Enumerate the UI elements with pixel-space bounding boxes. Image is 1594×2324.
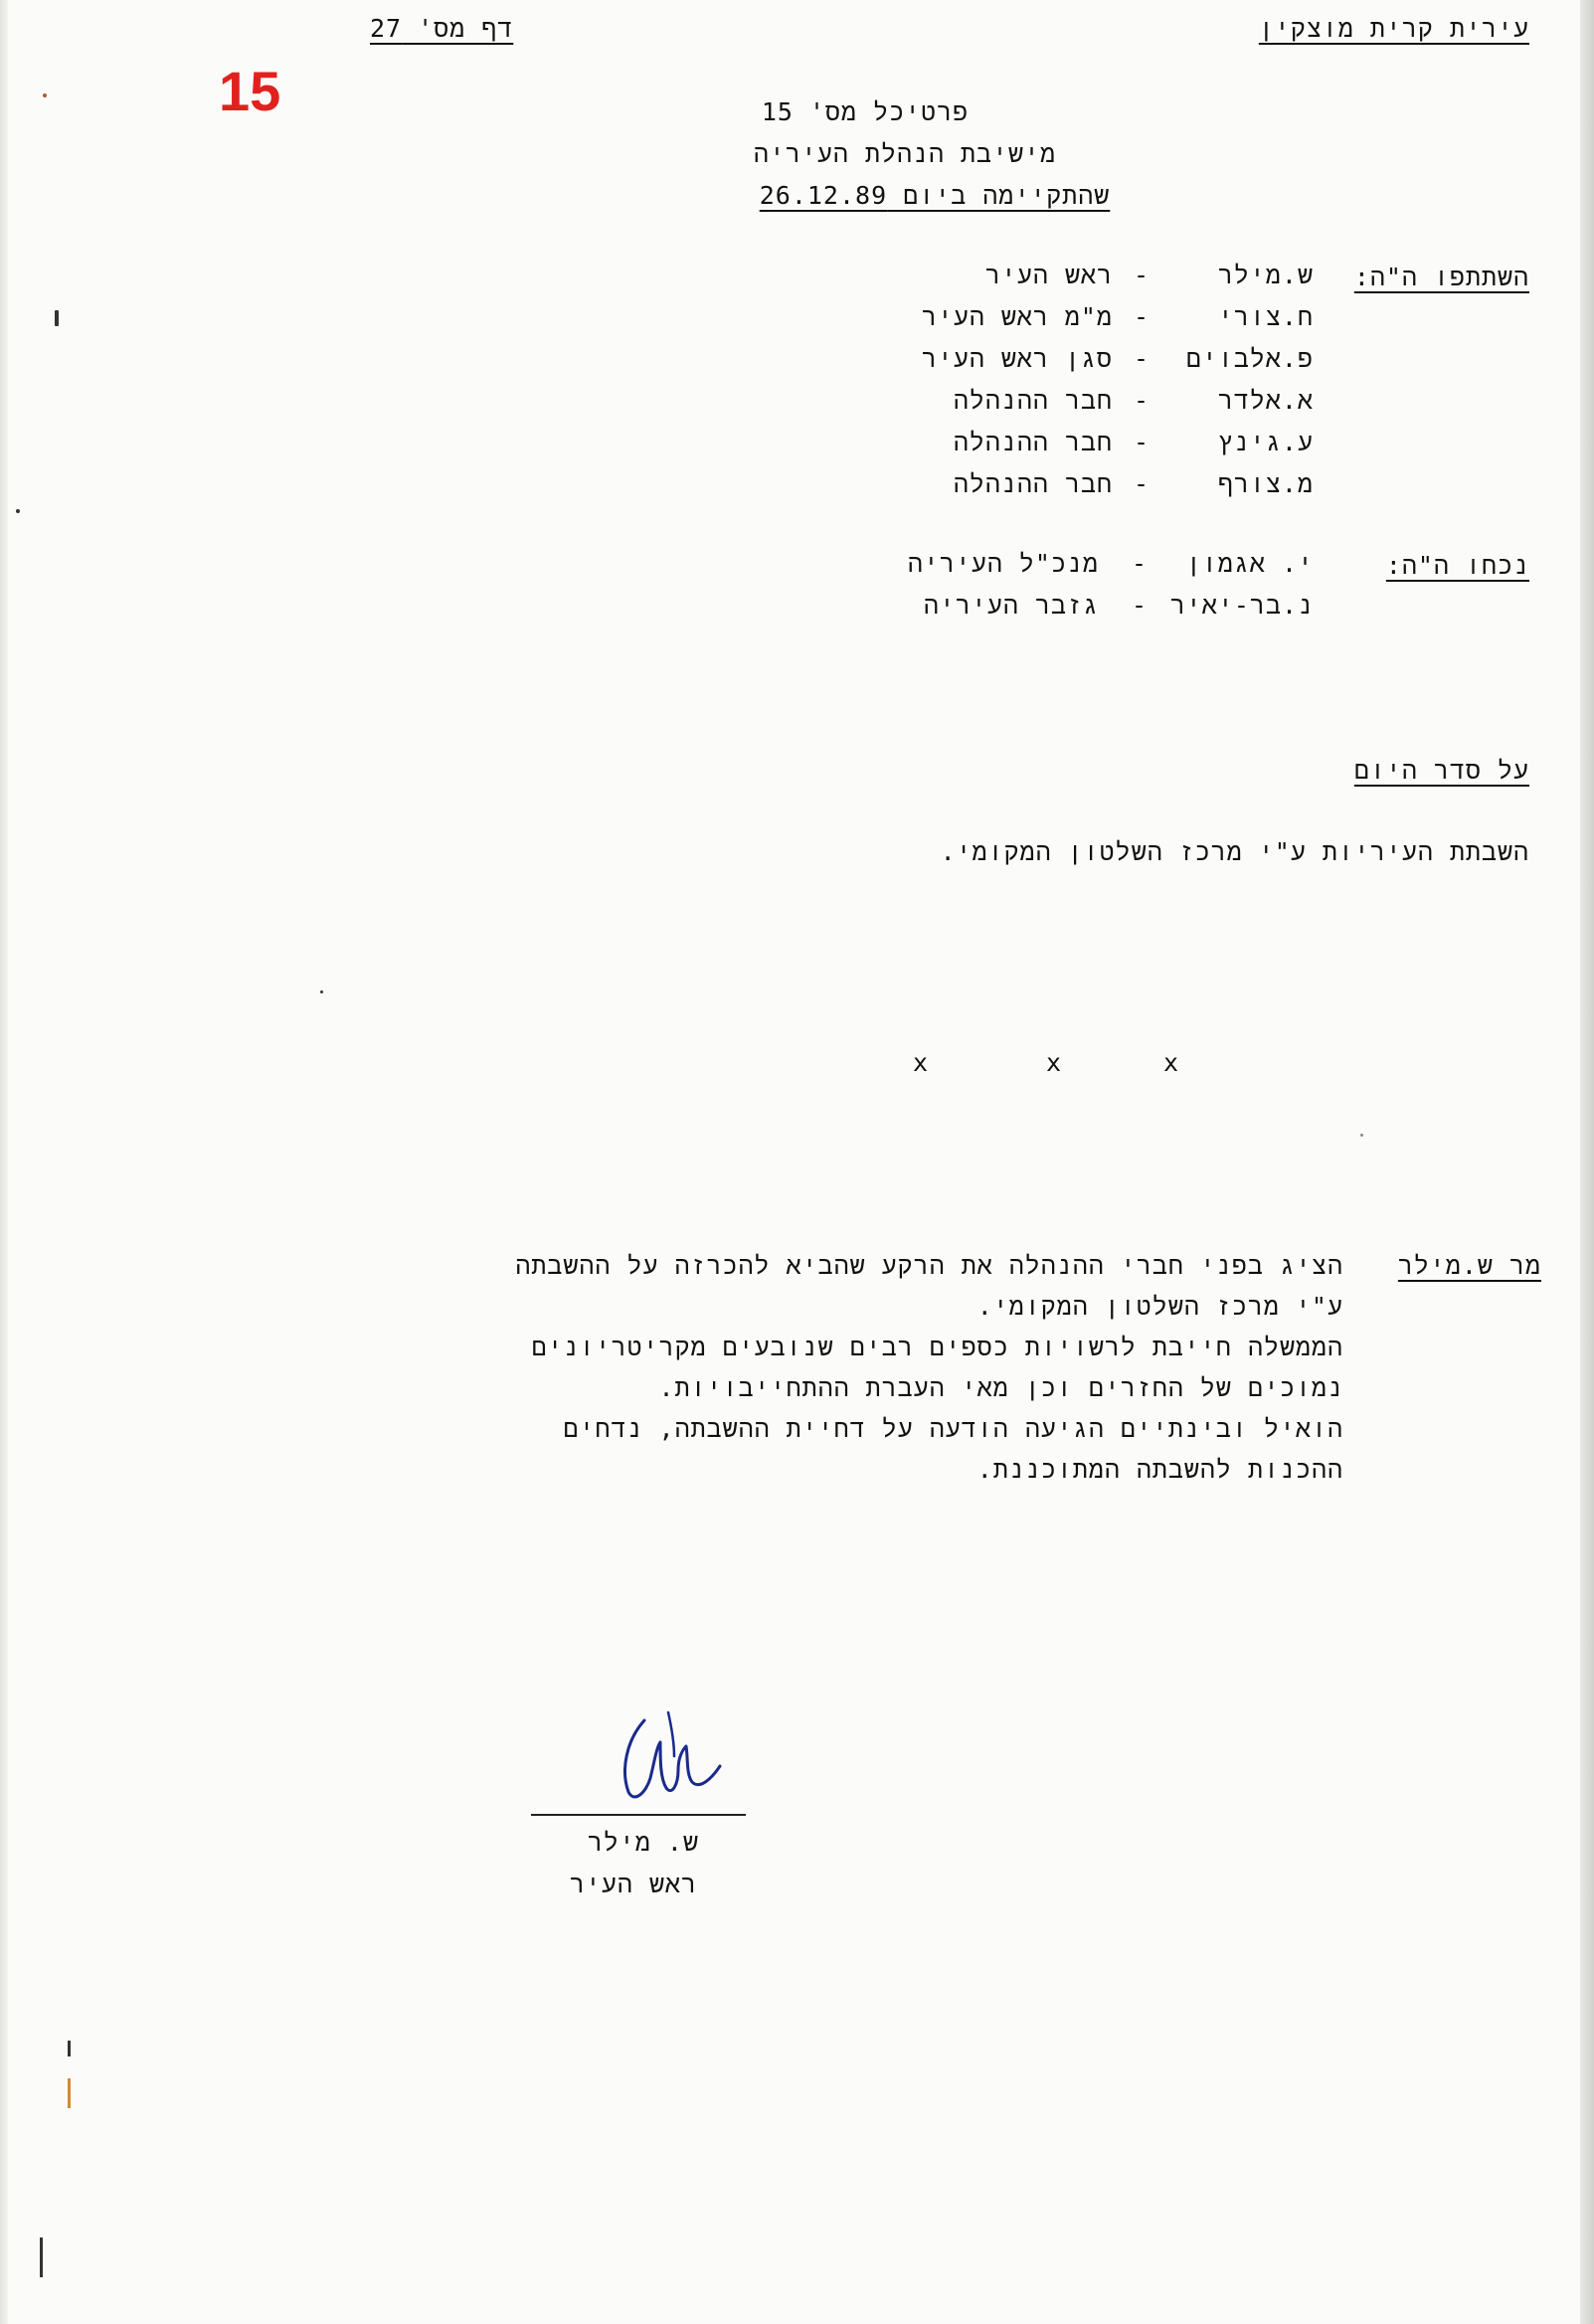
present-row [0, 547, 1594, 581]
stamp-number: 15 [219, 60, 281, 122]
separator-mark: x [913, 1048, 929, 1077]
discussion-line: נמוכים של החזרים וכן מאי העברת ההתחייבויות. [658, 1373, 1343, 1402]
present-dash: - [1132, 549, 1149, 578]
participant-dash: - [1134, 469, 1151, 498]
page-number: דף מס' 27 [370, 14, 514, 43]
speaker-label: מר ש.מילר [1397, 1251, 1541, 1280]
discussion-line: ההכנות להשבתה המתוכננת. [976, 1455, 1343, 1484]
participant-name: ח.צורי [1217, 302, 1314, 331]
present-row [0, 589, 1594, 623]
participant-row [0, 426, 1594, 459]
scan-speck [1360, 1134, 1363, 1137]
signer-title: ראש העיר [569, 1870, 697, 1898]
participant-name: פ.אלבוים [1185, 344, 1314, 373]
participant-role: חבר ההנהלה [953, 469, 1113, 498]
signature-line [531, 1814, 746, 1816]
participant-role: חבר ההנהלה [953, 386, 1113, 415]
present-name: י. אגמון [1185, 549, 1314, 578]
participant-row [0, 259, 1594, 292]
participant-dash: - [1134, 428, 1151, 456]
participant-role: חבר ההנהלה [953, 428, 1113, 456]
present-label: נכחו ה"ה: [1385, 551, 1529, 580]
signer-name: ש. מילר [587, 1828, 699, 1857]
participant-dash: - [1134, 302, 1151, 331]
participant-row [0, 342, 1594, 376]
discussion-line: הממשלה חייבת לרשויות כספים רבים שנובעים מקריטריונים [531, 1333, 1343, 1361]
participant-row [0, 300, 1594, 334]
participant-role: ראש העיר [984, 261, 1113, 289]
present-role: גזבר העיריה [923, 591, 1099, 620]
participant-row [0, 467, 1594, 501]
participant-row [0, 384, 1594, 418]
participant-dash: - [1134, 386, 1151, 415]
meeting-date: שהתקיימה ביום 26.12.89 [759, 181, 1111, 210]
participant-dash: - [1134, 344, 1151, 373]
margin-mark [68, 2041, 71, 2056]
present-role: מנכ"ל העיריה [907, 549, 1099, 578]
agenda-heading: על סדר היום [1353, 756, 1529, 785]
participant-name: מ.צורף [1217, 469, 1314, 498]
participant-role: סגן ראש העיר [921, 344, 1113, 373]
meeting-title: מישיבת הנהלת העיריה [753, 139, 1057, 168]
participant-dash: - [1134, 261, 1151, 289]
participant-name: ש.מילר [1217, 261, 1314, 289]
present-dash: - [1132, 591, 1149, 620]
participants-label: השתתפו ה"ה: [1353, 263, 1529, 291]
participant-name: ע.גינץ [1217, 428, 1314, 456]
scan-speck [320, 990, 323, 993]
discussion-line: הציג בפני חברי ההנהלה את הרקע שהביא להכרזה על ההשבתה [515, 1251, 1343, 1280]
municipality-header: עירית קרית מוצקין [1258, 14, 1529, 43]
scan-speck [16, 509, 20, 513]
margin-mark [68, 2078, 71, 2108]
scan-speck [55, 310, 59, 326]
scan-speck [43, 93, 47, 97]
discussion-line: הואיל ובינתיים הגיעה הודעה על דחיית ההשבתה, נדחים [563, 1414, 1343, 1443]
present-name: נ.בר-יאיר [1169, 591, 1314, 620]
participant-role: מ"מ ראש העיר [921, 302, 1113, 331]
protocol-title: פרטיכל מס' 15 [761, 97, 970, 126]
agenda-item: השבתת העיריות ע"י מרכז השלטון המקומי. [940, 837, 1529, 866]
separator-mark: x [1046, 1048, 1062, 1077]
participant-name: א.אלדר [1217, 386, 1314, 415]
separator-mark: x [1163, 1048, 1179, 1077]
handwritten-signature [617, 1700, 736, 1810]
margin-mark [40, 2237, 43, 2277]
discussion-line: ע"י מרכז השלטון המקומי. [976, 1292, 1343, 1321]
